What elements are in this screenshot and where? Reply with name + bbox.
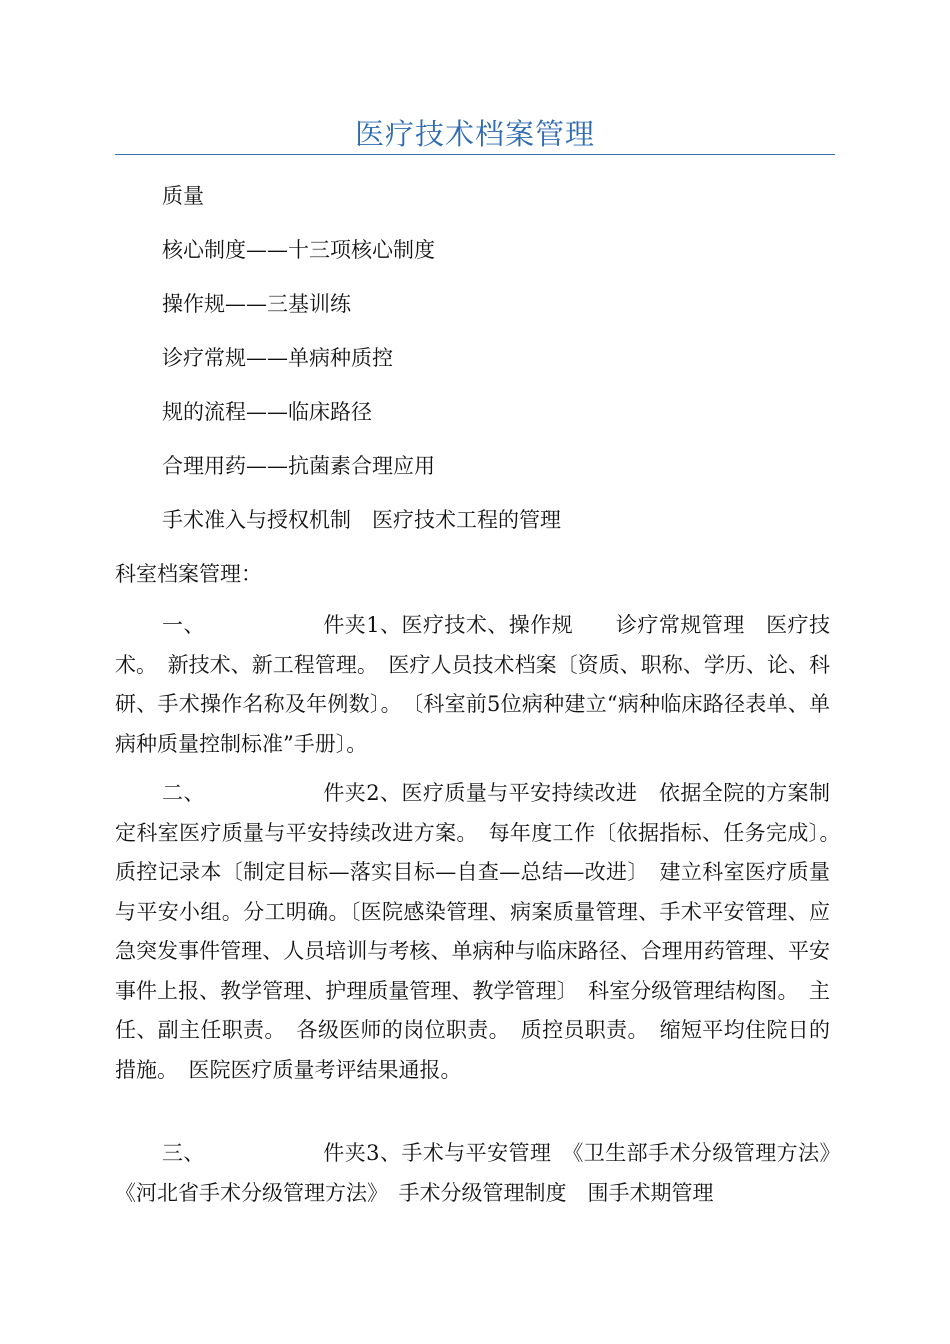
item-text: 件夹1、医疗技术、操作规 诊疗常规管理 医疗技术。 新技术、新工程管理。 医疗人员技术档案〔资质、职称、学历、论、科研、手术操作名称及年例数〕。 〔科室前5位病种建立“病种临床路径表单、单病种质量控制标准”手册〕。 [115,613,831,756]
list-item: 核心制度——十三项核心制度 [162,238,435,262]
archive-item-1 [115,606,830,764]
list-item: 合理用药——抗菌素合理应用 [162,454,435,478]
list-item: 诊疗常规——单病种质控 [162,346,393,370]
item-number: 一、 [162,613,205,637]
document-title: 医疗技术档案管理 [354,117,595,151]
title-underline [115,154,835,155]
item-text: 件夹3、手术与平安管理 《卫生部手术分级管理方法》 《河北省手术分级管理方法》 手术分级管理制度 围手术期管理 [115,1141,852,1205]
list-item: 规的流程——临床路径 [162,400,372,424]
item-number: 二、 [162,781,205,805]
section-heading: 科室档案管理： [115,562,262,586]
list-item: 质量 [162,184,204,208]
item-number: 三、 [162,1141,205,1165]
item-text: 件夹2、医疗质量与平安持续改进 依据全院的方案制定科室医疗质量与平安持续改进方案。 每年度工作〔依据指标、任务完成〕。 质控记录本〔制定目标—落实目标—自查—总结—改进〕 建立科室医疗质量与平安小组。分工明确。〔医院感染管理、病案质量管理、手术平安管理、应急突发事件管理、人员培训与考核、单病种与临床路径、合理用药管理、平安事件上报、教学管理、护理质量管理、教学管理〕 科室分级管理结构图。 主任、副主任职责。 各级医师的岗位职责。 质控员职责。 缩短平均住院日的措施。 医院医疗质量考评结果通报。 [115,781,851,1082]
archive-item-2 [115,774,851,1090]
archive-item-3 [115,1134,852,1213]
list-item: 操作规——三基训练 [162,292,351,316]
list-item: 手术准入与授权机制 医疗技术工程的管理 [162,508,561,532]
